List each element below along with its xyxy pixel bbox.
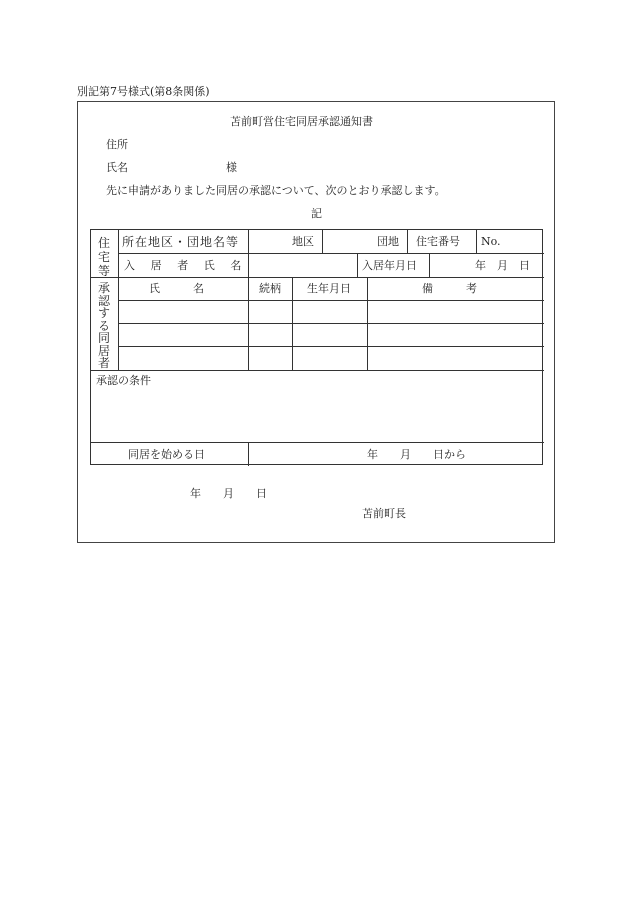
- remarks-header: 備 考: [422, 282, 477, 295]
- rule-v-location: [248, 230, 249, 370]
- start-date-value: 年 月 日から: [367, 448, 466, 461]
- cohabitant-section-label: 承認する同居者: [97, 281, 110, 370]
- rule-h5: [118, 346, 544, 347]
- move-in-date: 年 月 日: [475, 259, 530, 272]
- rule-v-movein-l: [357, 253, 358, 277]
- name-label: 氏名: [106, 161, 128, 174]
- relation-header: 続柄: [259, 282, 281, 295]
- rule-v-danchi: [407, 230, 408, 253]
- rule-v-relation: [292, 277, 293, 370]
- honorific: 様: [226, 161, 237, 174]
- housing-section-label: 住宅等: [97, 236, 110, 278]
- birth-header: 生年月日: [307, 282, 351, 295]
- start-date-label: 同居を始める日: [128, 448, 205, 461]
- rule-v-birth: [367, 277, 368, 370]
- intro-text: 先に申請がありました同居の承認について、次のとおり承認します。: [106, 184, 446, 197]
- address-label: 住所: [106, 138, 128, 151]
- rule-h4: [118, 323, 544, 324]
- rule-v-start: [248, 442, 249, 466]
- form-reference: 別記第7号様式(第8条関係): [77, 85, 210, 98]
- no-label: No.: [481, 235, 501, 248]
- rule-h2: [91, 277, 544, 278]
- rule-h3: [118, 300, 544, 301]
- rule-h1: [118, 253, 544, 254]
- resident-name-label: 入 居 者 氏 名: [124, 259, 248, 272]
- approval-table: [90, 229, 543, 465]
- district-label: 地区: [292, 235, 314, 248]
- rule-v-movein-r: [429, 253, 430, 277]
- conditions-label: 承認の条件: [96, 374, 151, 387]
- signatory: 苫前町長: [362, 507, 406, 520]
- rule-h7: [91, 442, 544, 443]
- move-in-label: 入居年月日: [362, 259, 417, 272]
- rule-v-district: [322, 230, 323, 253]
- cohabitant-name-header: 氏 名: [149, 282, 204, 295]
- issue-date: 年 月 日: [190, 487, 267, 500]
- ki-mark: 記: [311, 207, 322, 220]
- location-label: 所在地区・団地名等: [122, 235, 240, 249]
- house-number-label: 住宅番号: [416, 235, 460, 248]
- document-title: 苫前町営住宅同居承認通知書: [230, 115, 373, 128]
- rule-v-label: [118, 230, 119, 370]
- danchi-label: 団地: [377, 235, 399, 248]
- rule-h6: [91, 370, 544, 371]
- rule-v-house-no: [476, 230, 477, 253]
